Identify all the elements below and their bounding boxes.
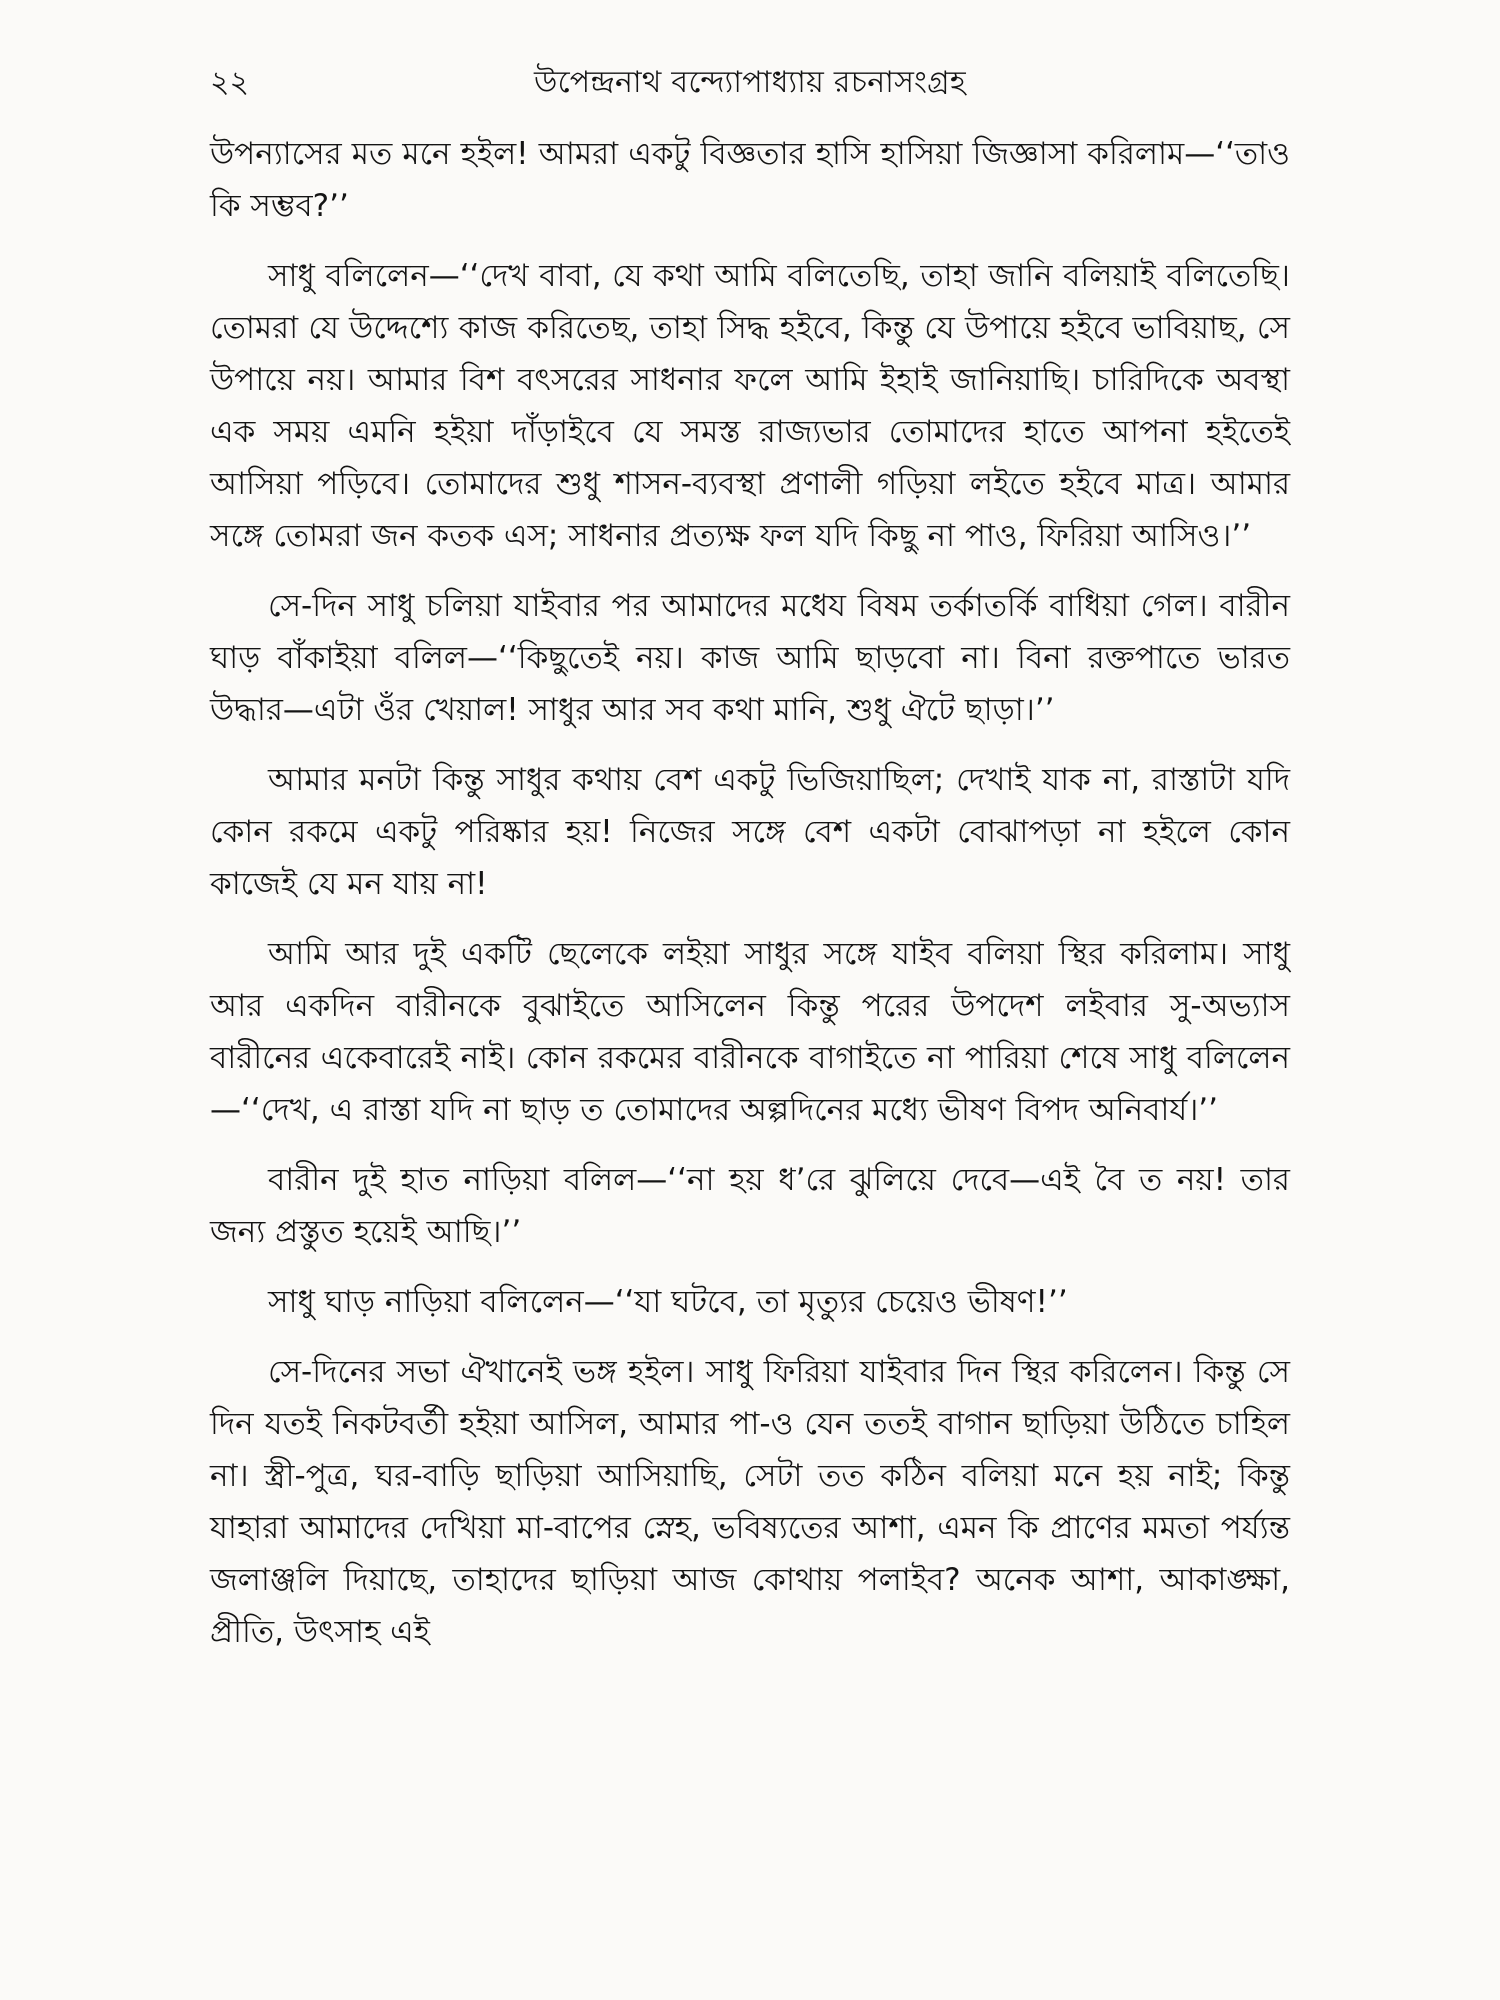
running-title: উপেন্দ্রনাথ বন্দ্যোপাধ্যায় রচনাসংগ্রহ	[534, 65, 966, 100]
page-header	[210, 58, 1290, 108]
paragraph: সাধু বলিলেন—‘‘দেখ বাবা, যে কথা আমি বলিতেছি, তাহা জানি বলিয়াই বলিতেছি। তোমরা যে উদ্দেশ্যে কাজ করিতেছ, তাহা সিদ্ধ হইবে, কিন্তু যে উপায়ে হইবে ভাবিয়াছ, সে উপায়ে নয়। আমার বিশ বৎসরের সাধনার ফলে আমি ইহাই জানিয়াছি। চারিদিকে অবস্থা এক সময় এমনি হইয়া দাঁড়াইবে যে সমস্ত রাজ্যভার তোমাদের হাতে আপনা হইতেই আসিয়া পড়িবে। তোমাদের শুধু শাসন-ব্যবস্থা প্রণালী গড়িয়া লইতে হইবে মাত্র। আমার সঙ্গে তোমরা জন কতক এস; সাধনার প্রত্যক্ষ ফল যদি কিছু না পাও, ফিরিয়া আসিও।’’	[210, 258, 1290, 554]
paragraph: উপন্যাসের মত মনে হইল! আমরা একটু বিজ্ঞতার হাসি হাসিয়া জিজ্ঞাসা করিলাম—‘‘তাও কি সম্ভব?’’	[210, 136, 1290, 224]
paragraph: আমার মনটা কিন্তু সাধুর কথায় বেশ একটু ভিজিয়াছিল; দেখাই যাক না, রাস্তাটা যদি কোন রকমে একটু পরিষ্কার হয়! নিজের সঙ্গে বেশ একটা বোঝাপড়া না হইলে কোন কাজেই যে মন যায় না!	[210, 762, 1290, 902]
paragraph: সে-দিনের সভা ঐখানেই ভঙ্গ হইল। সাধু ফিরিয়া যাইবার দিন স্থির করিলেন। কিন্তু সে দিন যতই নিকটবর্তী হইয়া আসিল, আমার পা-ও যেন ততই বাগান ছাড়িয়া উঠিতে চাহিল না। স্ত্রী-পুত্র, ঘর-বাড়ি ছাড়িয়া আসিয়াছি, সেটা তত কঠিন বলিয়া মনে হয় নাই; কিন্তু যাহারা আমাদের দেখিয়া মা-বাপের স্নেহ, ভবিষ্যতের আশা, এমন কি প্রাণের মমতা পর্য্যন্ত জলাঞ্জলি দিয়াছে, তাহাদের ছাড়িয়া আজ কোথায় পলাইব? অনেক আশা, আকাঙ্ক্ষা, প্রীতি, উৎসাহ এই	[210, 1354, 1290, 1650]
page-number: ২২	[210, 65, 250, 100]
paragraph: আমি আর দুই একটি ছেলেকে লইয়া সাধুর সঙ্গে যাইব বলিয়া স্থির করিলাম। সাধু আর একদিন বারীনকে বুঝাইতে আসিলেন কিন্তু পরের উপদেশ লইবার সু-অভ্যাস বারীনের একেবারেই নাই। কোন রকমের বারীনকে বাগাইতে না পারিয়া শেষে সাধু বলিলেন—‘‘দেখ, এ রাস্তা যদি না ছাড় ত তোমাদের অল্পদিনের মধ্যে ভীষণ বিপদ অনিবার্য।’’	[210, 936, 1290, 1128]
paragraph: বারীন দুই হাত নাড়িয়া বলিল—‘‘না হয় ধ’রে ঝুলিয়ে দেবে—এই বৈ ত নয়! তার জন্য প্রস্তুত হয়েই আছি।’’	[210, 1162, 1290, 1250]
paragraph: সাধু ঘাড় নাড়িয়া বলিলেন—‘‘যা ঘটবে, তা মৃত্যুর চেয়েও ভীষণ!’’	[268, 1284, 1068, 1320]
body-text	[210, 128, 1290, 1676]
paragraph: সে-দিন সাধু চলিয়া যাইবার পর আমাদের মধেয বিষম তর্কাতর্কি বাধিয়া গেল। বারীন ঘাড় বাঁকাইয়া বলিল—‘‘কিছুতেই নয়। কাজ আমি ছাড়বো না। বিনা রক্তপাতে ভারত উদ্ধার—এটা ওঁর খেয়াল! সাধুর আর সব কথা মানি, শুধু ঐটে ছাড়া।’’	[210, 588, 1290, 728]
